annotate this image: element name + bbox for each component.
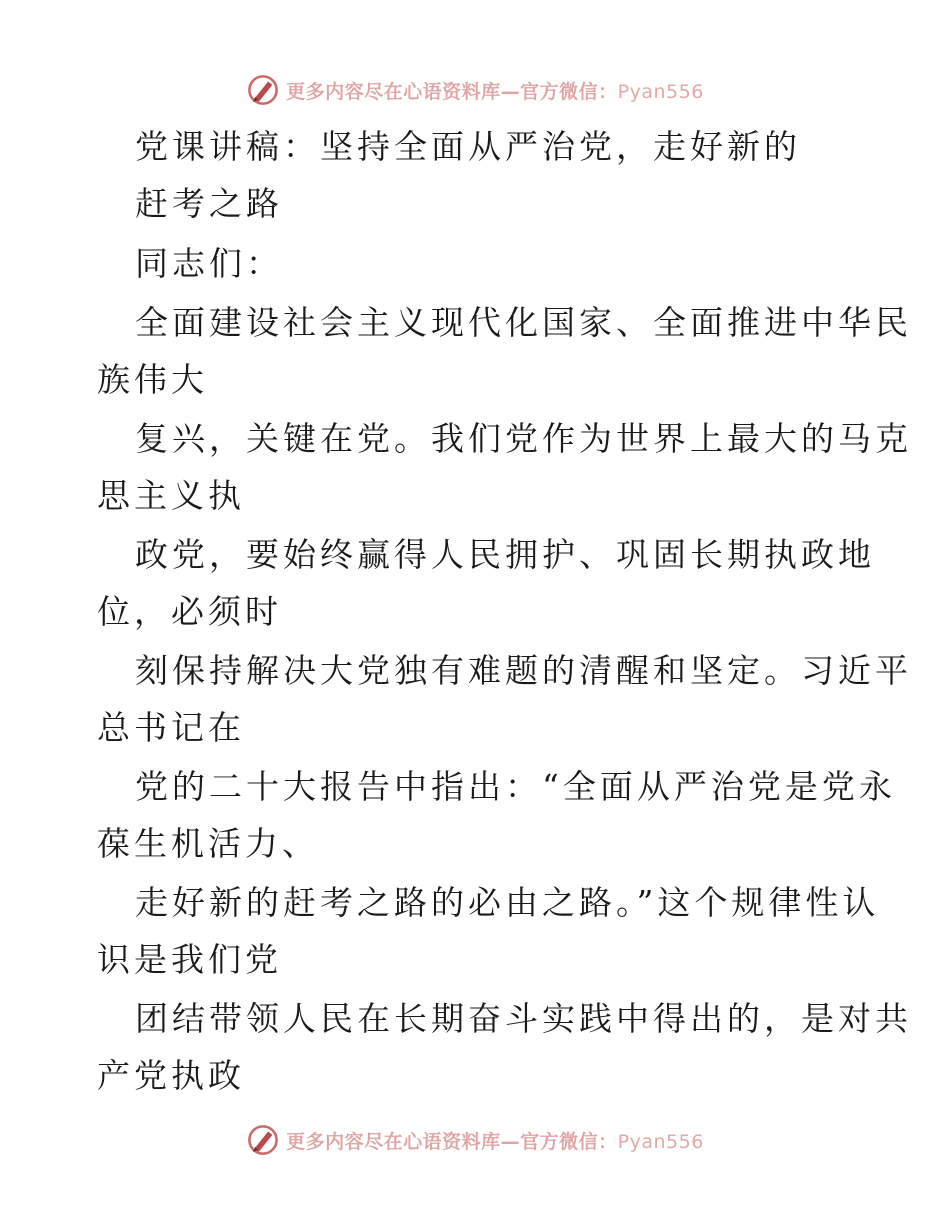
pen-logo-icon — [246, 1123, 280, 1157]
title-line-1: 党课讲稿：坚持全面从严治党，走好新的 — [135, 127, 801, 166]
paragraph-line: 团结带领人民在长期奋斗实践中得出的，是对共 — [135, 999, 912, 1038]
title-line-2: 赶考之路 — [135, 184, 283, 223]
paragraph-line: 族伟大 — [97, 360, 208, 399]
paragraph-line: 思主义执 — [97, 476, 245, 515]
paragraph-line: 位，必须时 — [97, 592, 282, 631]
salutation: 同志们： — [135, 244, 283, 283]
paragraph-line: 葆生机活力、 — [97, 824, 319, 863]
paragraph-line: 产党执政 — [97, 1056, 245, 1095]
paragraph-line: 政党，要始终赢得人民拥护、巩固长期执政地 — [135, 535, 875, 574]
pen-logo-icon — [246, 73, 280, 107]
paragraph-line: 总书记在 — [97, 708, 245, 747]
footer-watermark — [0, 1120, 950, 1160]
watermark-text: 更多内容尽在心语资料库—官方微信：Pyan556 — [286, 80, 704, 103]
paragraph-line: 党的二十大报告中指出：“全面从严治党是党永 — [135, 767, 896, 806]
watermark-handle: Pyan556 — [617, 80, 704, 103]
paragraph-line: 走好新的赶考之路的必由之路。”这个规律性认 — [135, 883, 880, 922]
paragraph-line: 复兴，关键在党。我们党作为世界上最大的马克 — [135, 419, 912, 458]
header-watermark — [0, 70, 950, 110]
watermark-text: 更多内容尽在心语资料库—官方微信：Pyan556 — [286, 1130, 704, 1153]
paragraph-line: 刻保持解决大党独有难题的清醒和坚定。习近平 — [135, 651, 912, 690]
paragraph-line: 识是我们党 — [97, 940, 282, 979]
paragraph-line: 全面建设社会主义现代化国家、全面推进中华民 — [135, 303, 912, 342]
watermark-handle: Pyan556 — [617, 1130, 704, 1153]
